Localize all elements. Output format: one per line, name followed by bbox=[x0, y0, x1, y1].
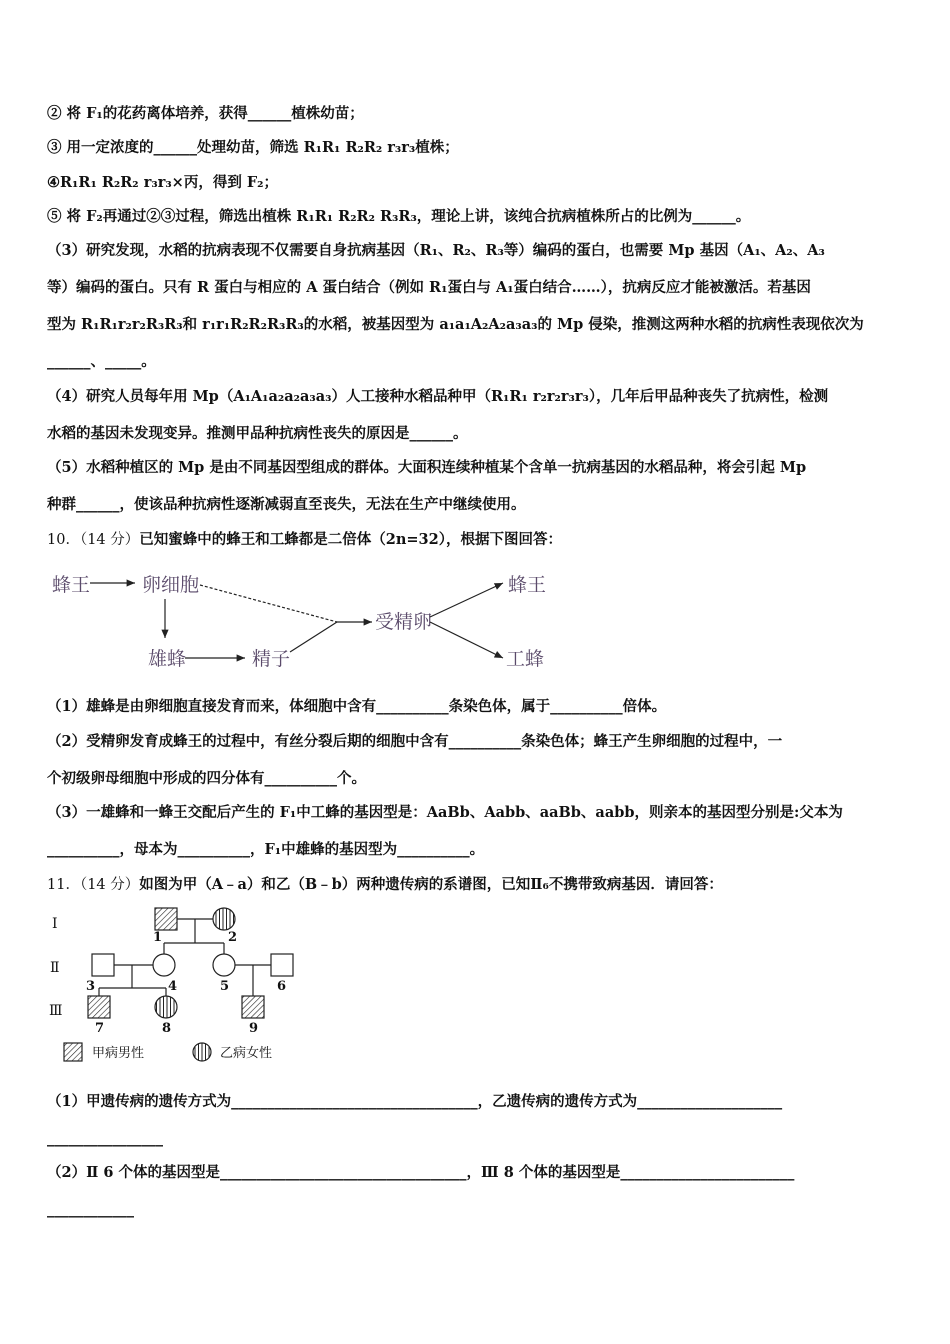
q9-part4-line2: 水稻的基因未发现变异。推测甲品种抗病性丧失的原因是______。 bbox=[47, 425, 468, 442]
label-7: 7 bbox=[95, 1021, 105, 1036]
legend-disease-b-label: 乙病女性 bbox=[220, 1046, 273, 1061]
q11-stem: 如图为甲（A﹣a）和乙（B﹣b）两种遗传病的系谱图，已知Ⅱ₆不携带致病基因．请回答： bbox=[139, 876, 723, 893]
bee-reproduction-diagram bbox=[40, 555, 700, 680]
q10-part2-line1: （2）受精卵发育成蜂王的过程中，有丝分裂后期的细胞中含有__________条染色体；蜂王产生卵细胞的过程中，一 bbox=[47, 733, 783, 750]
legend-disease-a-male-icon bbox=[64, 1043, 82, 1061]
q9-part3-line3: 型为 R₁R₁r₂r₂R₃R₃和 r₁r₁R₂R₂R₃R₃的水稻，被基因型为 a₁a₁A₂A₂a₃a₃的 Mp 侵染，推测这两种水稻的抗病性表现依次为 bbox=[47, 316, 864, 333]
individual-6-male bbox=[271, 954, 293, 976]
legend-disease-a-label: 甲病男性 bbox=[92, 1046, 145, 1061]
q9-step4: ④R₁R₁ R₂R₂ r₃r₃×丙，得到 F₂； bbox=[47, 174, 279, 191]
individual-4-female bbox=[153, 954, 175, 976]
q9-part3-line1: （3）研究发现，水稻的抗病表现不仅需要自身抗病基因（R₁、R₂、R₃等）编码的蛋白，也需要 Mp 基因（A₁、A₂、A₃ bbox=[47, 242, 825, 259]
q11-part2-line2: ____________ bbox=[47, 1201, 134, 1218]
label-8: 8 bbox=[162, 1021, 172, 1036]
q9-part5-line1: （5）水稻种植区的 Mp 是由不同基因型组成的群体。大面积连续种植某个含单一抗病基因的水稻品种，将会引起 Mp bbox=[47, 459, 807, 476]
q10-header bbox=[47, 530, 562, 550]
q9-part4-line1: （4）研究人员每年用 Mp（A₁A₁a₂a₂a₃a₃）人工接种水稻品种甲（R₁R₁ r₂r₂r₃r₃），几年后甲品种丧失了抗病性，检测 bbox=[47, 388, 829, 405]
q9-part3-line2: 等）编码的蛋白。只有 R 蛋白与相应的 A 蛋白结合（例如 R₁蛋白与 A₁蛋白结合……），抗病反应才能被激活。若基因 bbox=[47, 279, 811, 296]
pedigree-chart bbox=[40, 900, 310, 1070]
generation-III-label: Ⅲ bbox=[49, 1003, 63, 1019]
label-6: 6 bbox=[277, 979, 287, 994]
label-4: 4 bbox=[168, 979, 178, 994]
label-9: 9 bbox=[249, 1021, 259, 1036]
q11-header bbox=[47, 875, 723, 895]
q11-part1-line2: ________________ bbox=[47, 1130, 163, 1147]
label-2: 2 bbox=[228, 930, 238, 945]
q10-part3-line2: __________，母本为__________，F₁中雄蜂的基因型为__________。 bbox=[47, 841, 485, 858]
diagram-egg-label: 卵细胞 bbox=[142, 574, 200, 596]
q9-step3: ③ 用一定浓度的______处理幼苗，筛选 R₁R₁ R₂R₂ r₃r₃植株； bbox=[47, 139, 459, 156]
diagram-queen-label: 蜂王 bbox=[52, 574, 91, 596]
q10-part3-line1: （3）一雄蜂和一蜂王交配后产生的 F₁中工蜂的基因型是：AaBb、Aabb、aaBb、aabb，则亲本的基因型分别是:父本为 bbox=[47, 804, 843, 821]
legend-disease-b-female-icon bbox=[193, 1043, 211, 1061]
individual-1-affected-male bbox=[155, 908, 177, 930]
q11-part2-line1: （2）Ⅱ 6 个体的基因型是__________________________________，Ⅲ 8 个体的基因型是________________________ bbox=[47, 1164, 795, 1181]
diagram-drone-label: 雄蜂 bbox=[148, 648, 187, 670]
generation-II-label: Ⅱ bbox=[50, 960, 60, 976]
q10-score: （14 分） bbox=[79, 532, 140, 548]
q11-score: （14 分） bbox=[79, 877, 140, 893]
q9-step5: ⑤ 将 F₂再通过②③过程，筛选出植株 R₁R₁ R₂R₂ R₃R₃，理论上讲，该纯合抗病植株所占的比例为______。 bbox=[47, 208, 751, 225]
diagram-queen-out-label: 蜂王 bbox=[508, 574, 547, 596]
generation-I-label: Ⅰ bbox=[52, 916, 58, 932]
q10-part2-line2: 个初级卵母细胞中形成的四分体有__________个。 bbox=[47, 770, 366, 787]
diagram-sperm-label: 精子 bbox=[252, 648, 291, 670]
q9-part3-line4: ______、_____。 bbox=[47, 353, 156, 370]
label-5: 5 bbox=[220, 979, 230, 994]
q9-step2: ② 将 F₁的花药离体培养，获得______植株幼苗； bbox=[47, 105, 364, 122]
label-1: 1 bbox=[153, 930, 163, 945]
q10-part1: （1）雄蜂是由卵细胞直接发育而来，体细胞中含有__________条染色体，属于__________倍体。 bbox=[47, 698, 667, 715]
q9-part5-line2: 种群______，使该品种抗病性逐渐减弱直至丧失，无法在生产中继续使用。 bbox=[47, 496, 526, 513]
individual-5-female bbox=[213, 954, 235, 976]
individual-9-affected-male bbox=[242, 996, 264, 1018]
q11-number: 11． bbox=[47, 877, 80, 893]
individual-2-affected-female bbox=[213, 908, 235, 930]
q11-part1-line1: （1）甲遗传病的遗传方式为__________________________________，乙遗传病的遗传方式为____________________ bbox=[47, 1093, 783, 1110]
individual-3-male bbox=[92, 954, 114, 976]
q10-number: 10． bbox=[47, 532, 80, 548]
q10-stem: 已知蜜蜂中的蜂王和工蜂都是二倍体（2n=32），根据下图回答： bbox=[139, 531, 562, 548]
individual-7-affected-male bbox=[88, 996, 110, 1018]
label-3: 3 bbox=[86, 979, 96, 994]
diagram-worker-label: 工蜂 bbox=[506, 648, 545, 670]
diagram-zygote-label: 受精卵 bbox=[375, 611, 433, 633]
individual-8-affected-female bbox=[155, 996, 177, 1018]
